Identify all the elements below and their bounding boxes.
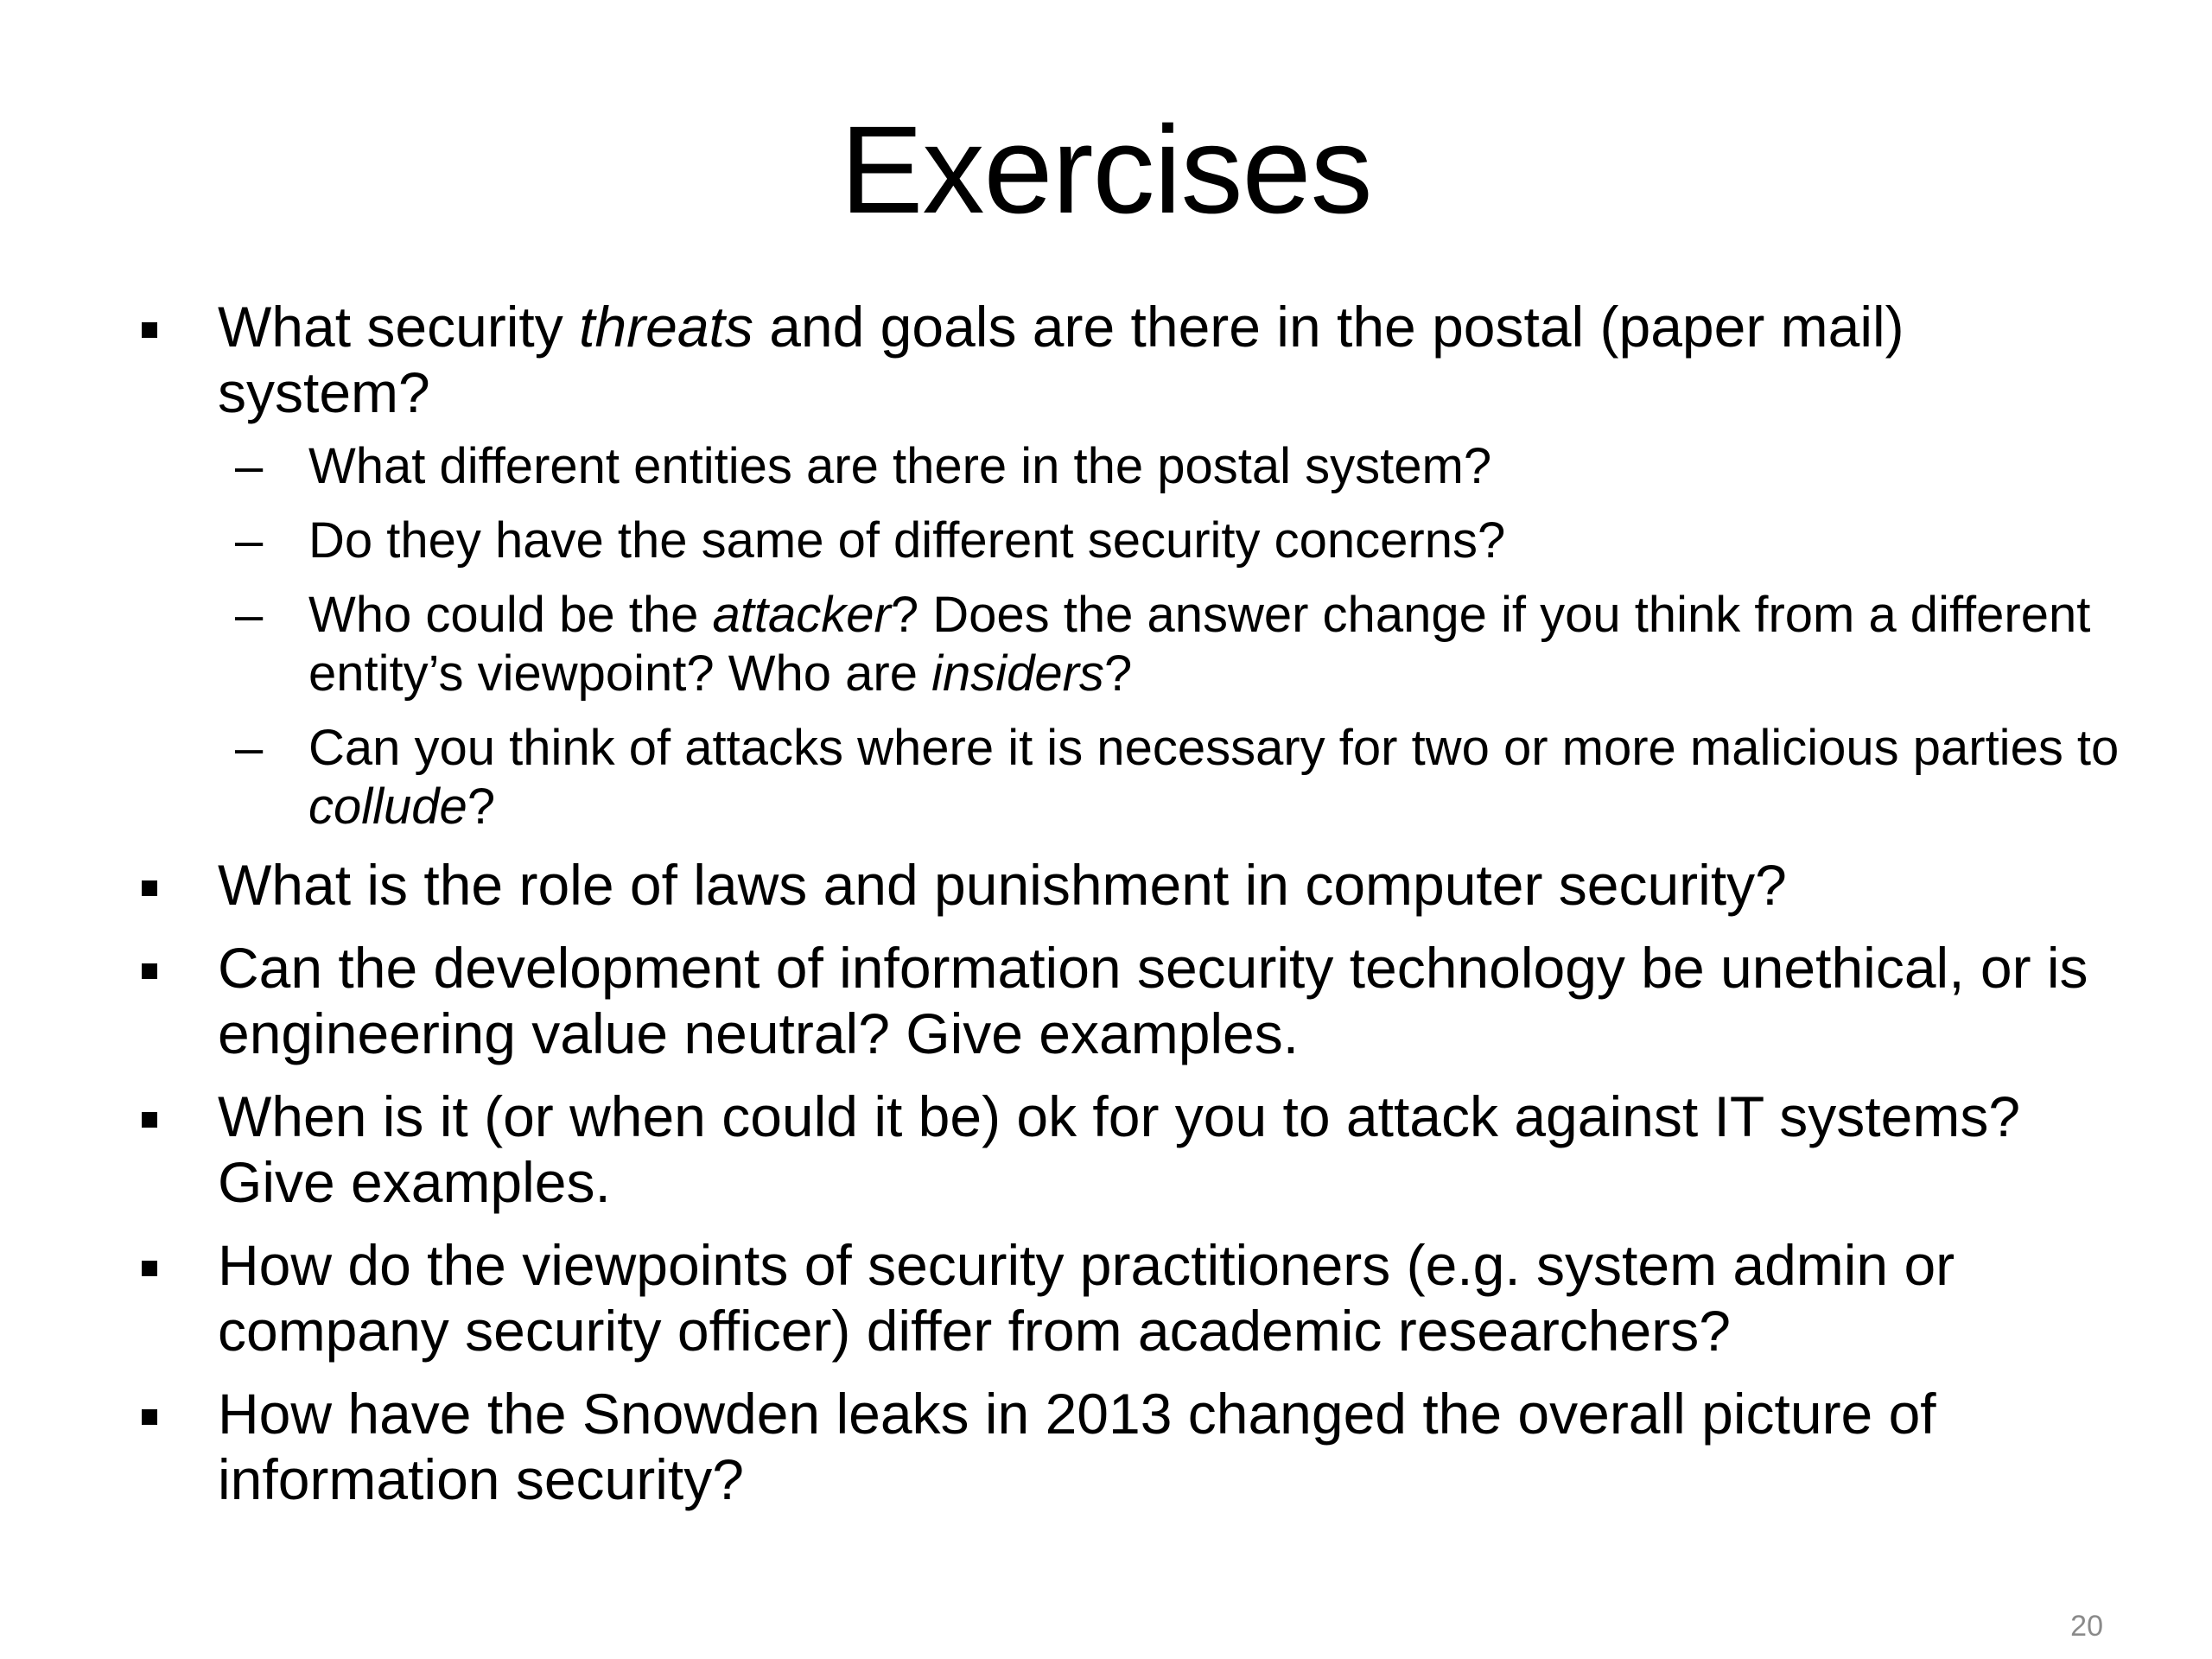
sub-bullet-item xyxy=(235,719,2126,836)
dash-bullet-icon: – xyxy=(235,720,264,776)
sub-bullet-item: – Do they have the same of different security concerns? xyxy=(235,512,1506,569)
sub-bullet-text: Who could be the attacker? Does the answer change if you think from a different entity’s viewpoint? Who are insiders? xyxy=(308,587,2091,702)
bullet-item-laws: What is the role of laws and punishment in computer security? xyxy=(138,852,2126,918)
square-bullet-icon xyxy=(142,880,157,896)
square-bullet-icon xyxy=(142,1409,157,1425)
bullet-list xyxy=(138,294,2126,1529)
dash-bullet-icon: – xyxy=(235,587,264,643)
page-number: 20 xyxy=(2070,1610,2103,1643)
square-bullet-icon xyxy=(142,1112,157,1128)
bullet-item-postal-threats xyxy=(138,294,2126,836)
sub-bullet-list xyxy=(138,437,2126,836)
sub-bullet-item: – What different entities are there in the postal system? xyxy=(235,438,1492,494)
square-bullet-icon xyxy=(142,1261,157,1276)
dash-bullet-icon: – xyxy=(235,512,264,569)
slide-title: Exercises xyxy=(840,100,1372,239)
square-bullet-icon xyxy=(142,322,157,338)
bullet-item-viewpoints: How do the viewpoints of security practitioners (e.g. system admin or company security officer) differ from academic researchers? xyxy=(138,1232,2126,1363)
sub-bullet-text: Can you think of attacks where it is necessary for two or more malicious parties to collude? xyxy=(308,720,2120,835)
bullet-item-ethics: Can the development of information security technology be unethical, or is engineering value neutral? Give examples. xyxy=(138,935,2126,1066)
dash-bullet-icon: – xyxy=(235,438,264,494)
bullet-item-attack-ok: When is it (or when could it be) ok for you to attack against IT systems? Give examples. xyxy=(138,1084,2126,1215)
sub-bullet-item xyxy=(235,586,2126,703)
square-bullet-icon xyxy=(142,963,157,979)
bullet-item-snowden: How have the Snowden leaks in 2013 changed the overall picture of information security? xyxy=(138,1381,2126,1512)
bullet-text: What security threats and goals are there in the postal (paper mail) system? xyxy=(218,295,1904,424)
